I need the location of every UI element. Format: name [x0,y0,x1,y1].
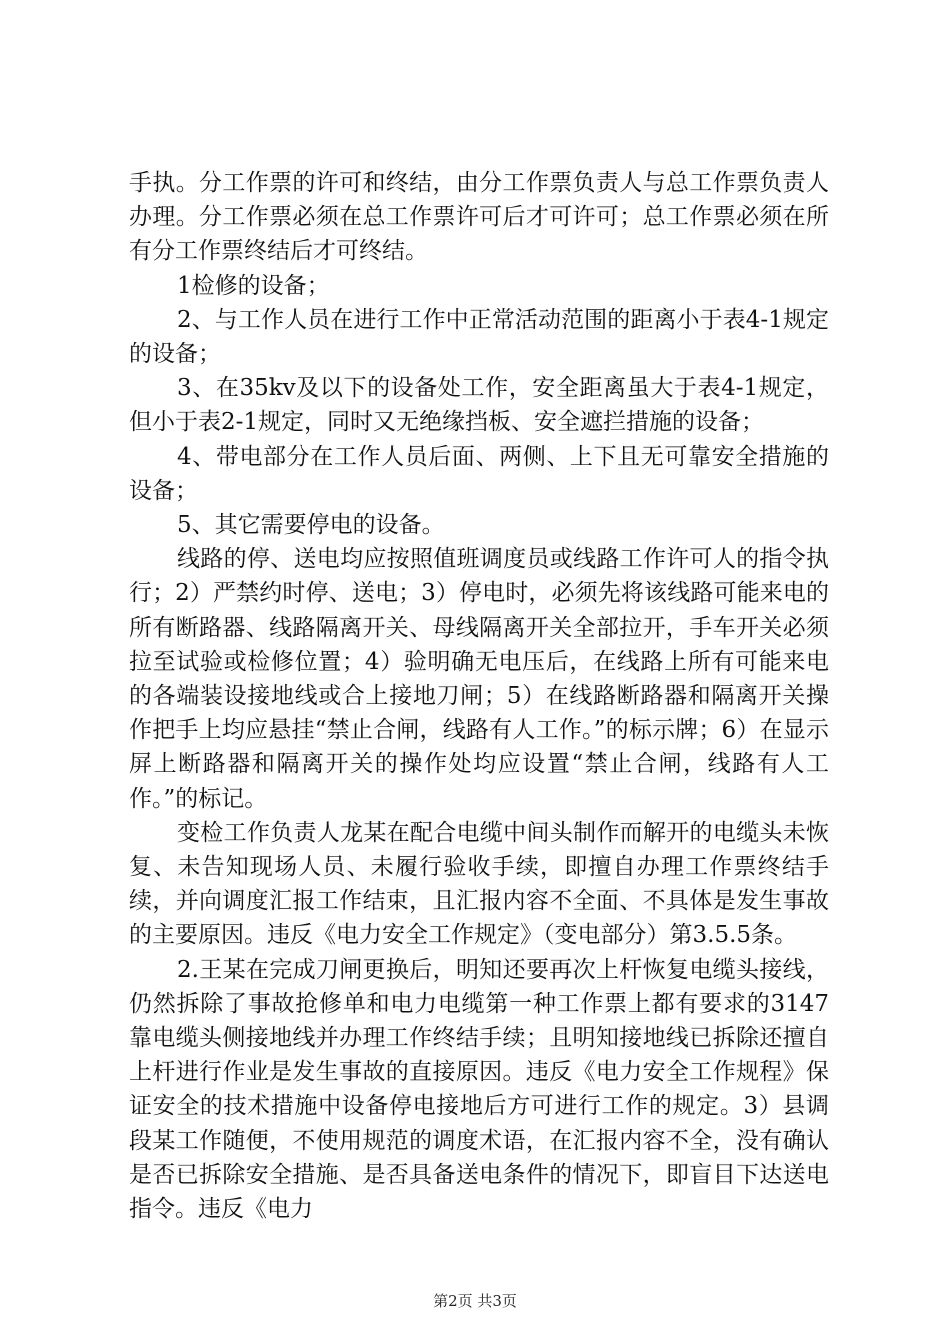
paragraph: 手执。分工作票的许可和终结，由分工作票负责人与总工作票负责人办理。分工作票必须在总工作票许可后才可许可；总工作票必须在所有分工作票终结后才可终结。 [129,170,829,265]
paragraph: 4、带电部分在工作人员后面、两侧、上下且无可靠安全措施的设备； [129,443,829,504]
paragraph: 变检工作负责人龙某在配合电缆中间头制作而解开的电缆头未恢复、未告知现场人员、未履行验收手续，即擅自办理工作票终结手续，并向调度汇报工作结束，且汇报内容不全面、不具体是发生事故的主要原因。违反《电力安全工作规定》（变电部分）第3.5.5条。 [129,819,829,949]
paragraph: 5、其它需要停电的设备。 [177,512,445,539]
paragraph: 2.王某在完成刀闸更换后，明知还要再次上杆恢复电缆头接线，仍然拆除了事故抢修单和电力电缆第一种工作票上都有要求的3147靠电缆头侧接地线并办理工作终结手续；且明知接地线已拆除还擅自上杆进行作业是发生事故的直接原因。违反《电力安全工作规程》保证安全的技术措施中设备停电接地后方可进行工作的规定。3）县调段某工作随便，不使用规范的调度术语，在汇报内容不全，没有确认是否已拆除安全措施、是否具备送电条件的情况下，即盲目下达送电指令。违反《电力 [129,956,829,1223]
document-body [129,166,829,1226]
paragraph: 1检修的设备； [177,272,330,299]
paragraph: 3、在35kv及以下的设备处工作，安全距离虽大于表4-1规定，但小于表2-1规定，同时又无绝缘挡板、安全遮拦措施的设备； [129,375,829,436]
paragraph: 2、与工作人员在进行工作中正常活动范围的距离小于表4-1规定的设备； [129,306,829,368]
paragraph: 线路的停、送电均应按照值班调度员或线路工作许可人的指令执行；2）严禁约时停、送电；3）停电时，必须先将该线路可能来电的所有断路器、线路隔离开关、母线隔离开关全部拉开，手车开关必须拉至试验或检修位置；4）验明确无电压后，在线路上所有可能来电的各端装设接地线或合上接地刀闸；5）在线路断路器和隔离开关操作把手上均应悬挂“禁止合闸，线路有人工作。”的标示牌；6）在显示屏上断路器和隔离开关的操作处均应设置“禁止合闸，线路有人工作。”的标记。 [129,546,829,812]
page-number-footer: 第2页 共3页 [433,1292,517,1310]
